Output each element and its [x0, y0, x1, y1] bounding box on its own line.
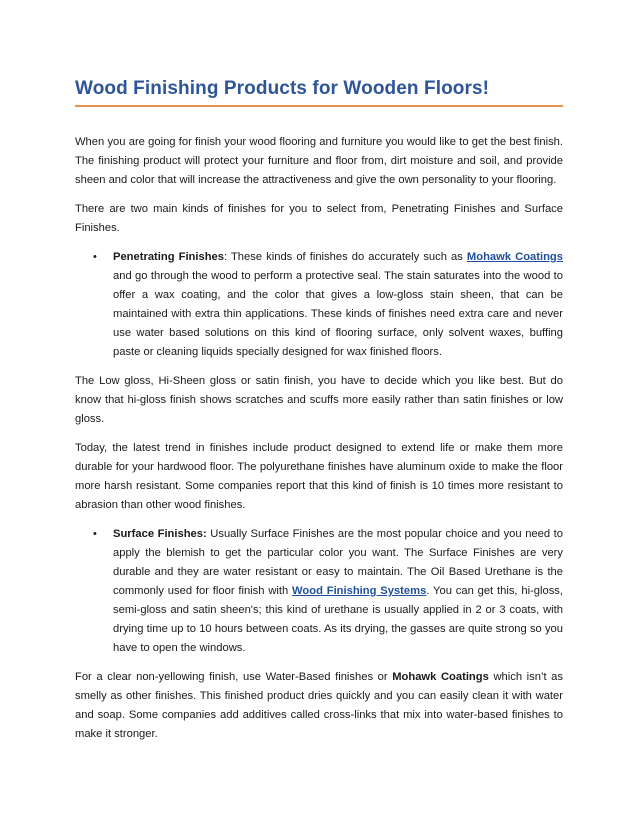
- bullet-text: . You can get this, hi-gloss, semi-gloss and satin sheen's; this kind of urethane is usually applied in 2 or 3 coats, with drying time up to 10 hours between coats. As its drying, the gasses are quite strong so you have to open the windows.: [113, 585, 564, 654]
- bullet-lead: Penetrating Finishes: [113, 251, 224, 263]
- wood-finishing-systems-link[interactable]: Wood Finishing Systems: [292, 585, 427, 597]
- paragraph-intro: When you are going for finish your wood flooring and furniture you would like to get the best finish. The finishing product will protect your furniture and floor from, dirt moisture and soil, and provide sheen and color that will increase the attractiveness and give the own personality to your flooring.: [75, 136, 563, 186]
- bullet-text: : These kinds of finishes do accurately such as: [224, 251, 467, 263]
- bullet-icon: •: [93, 528, 97, 540]
- mohawk-coatings-link[interactable]: Mohawk Coatings: [466, 251, 563, 263]
- paragraph-trend: Today, the latest trend in finishes include product designed to extend life or make them more durable for your hardwood floor. The polyurethane finishes have aluminum oxide to make the floor more harsh resistant. Some companies report that this kind of finish is 10 times more resistant to abrasion than other wood finishes.: [75, 442, 563, 511]
- list-item: [75, 248, 563, 362]
- bold-text: Mohawk Coatings: [392, 671, 489, 683]
- title-divider: [75, 105, 563, 107]
- list-item: [75, 525, 563, 658]
- paragraph-text: which isn’t as smelly as other finishes. This finished product dries quickly and you can easily clean it with water and soap. Some companies add additives called cross-links that mix into water-based finishes to make it stronger.: [75, 671, 563, 740]
- bullet-text: and go through the wood to perform a protective seal. The stain saturates into the wood to offer a wax coating, and the color that gives a low-gloss stain sheen, that can be maintained with extra thin applications. These kinds of finishes need extra care and never use water based solutions on this kind of flooring surface, only solvent waxes, buffing paste or cleaning liquids specially designed for wax finished floors.: [113, 270, 563, 358]
- bullet-lead: Surface Finishes:: [113, 528, 207, 540]
- paragraph-kinds: There are two main kinds of finishes for you to select from, Penetrating Finishes and Surface Finishes.: [75, 203, 563, 234]
- paragraph-gloss: The Low gloss, Hi-Sheen gloss or satin finish, you have to decide which you like best. But do know that hi-gloss finish shows scratches and scuffs more easily rather than satin finishes or low gloss.: [75, 375, 563, 425]
- document-body: [75, 133, 563, 754]
- bullet-text: Usually Surface Finishes are the most popular choice and you need to apply the blemish to get the particular color you want. The Surface Finishes are very durable and they are water resistant or easy to maintain. The Oil Based Urethane is the commonly used for floor finish with: [113, 528, 563, 597]
- paragraph-text: For a clear non-yellowing finish, use Water-Based finishes or: [75, 671, 393, 683]
- bullet-list-surface: [75, 525, 563, 658]
- paragraph-water-based: [75, 668, 563, 744]
- bullet-icon: •: [93, 251, 97, 263]
- bullet-list-penetrating: [75, 248, 563, 362]
- page-title: Wood Finishing Products for Wooden Floors!: [75, 78, 490, 99]
